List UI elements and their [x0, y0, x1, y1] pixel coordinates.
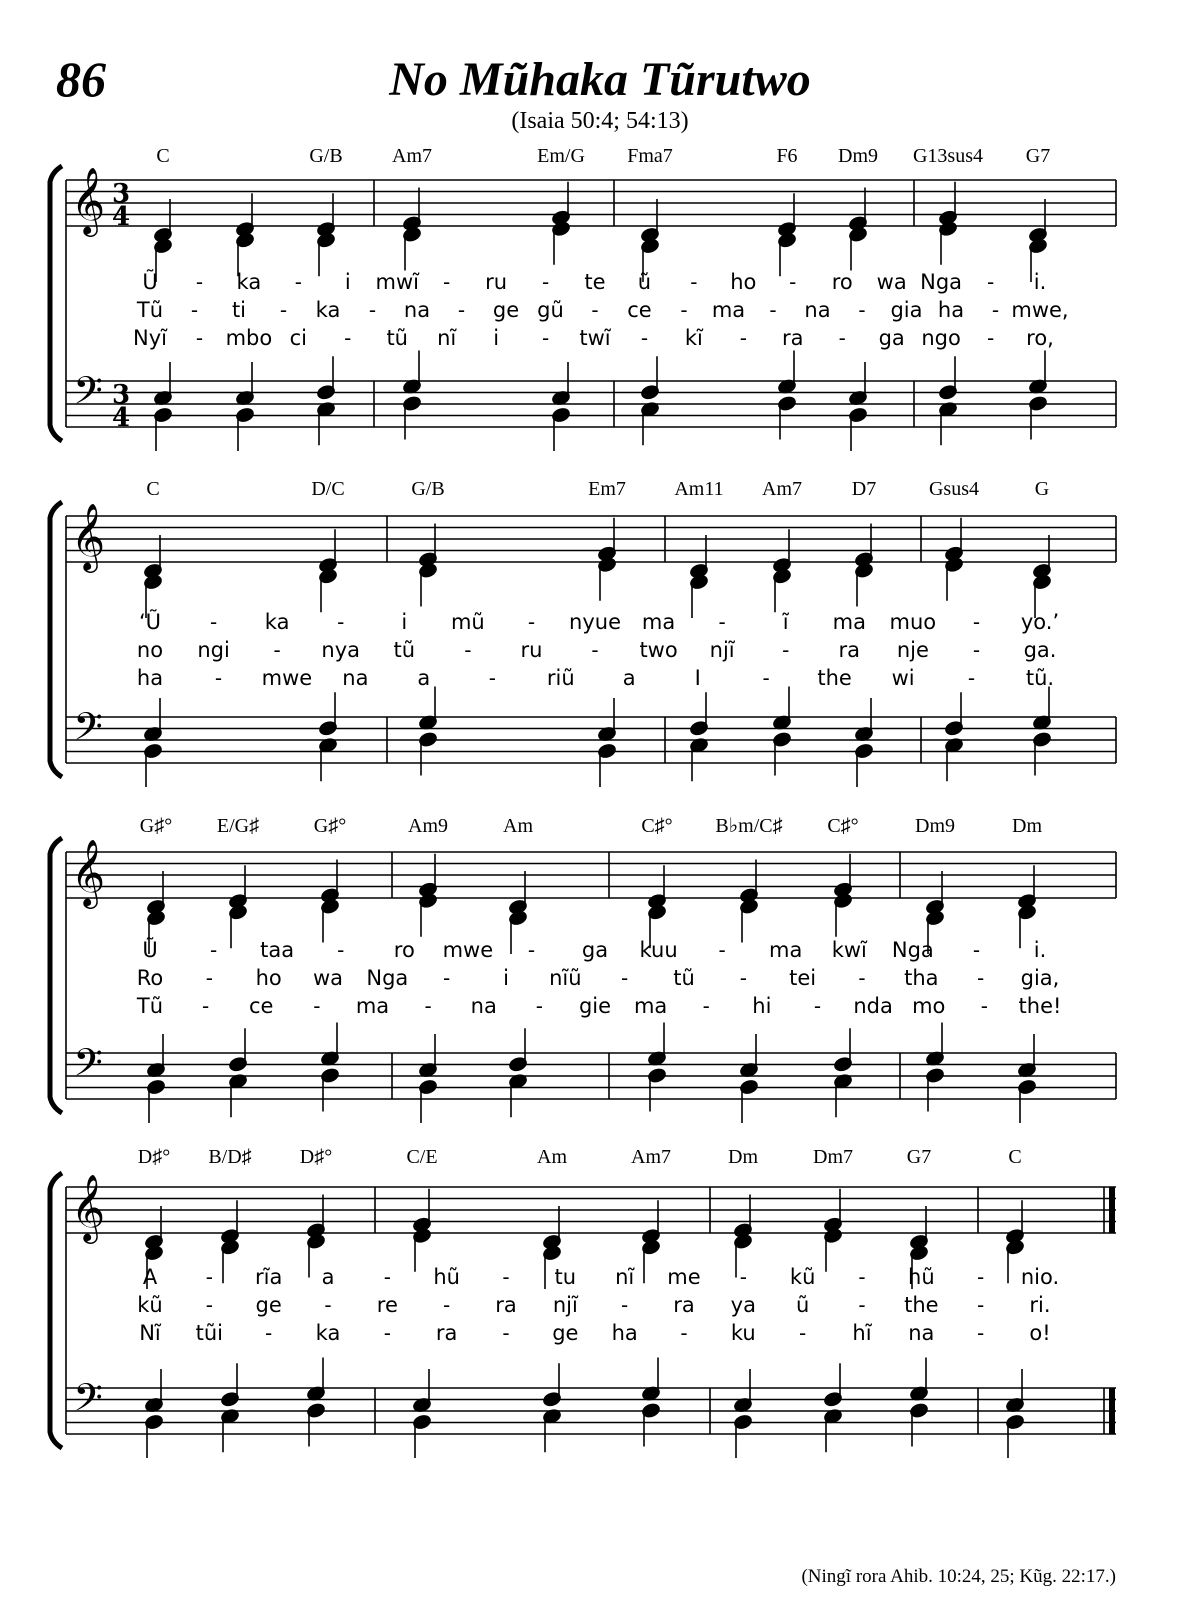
syllable-hyphen: -	[265, 1321, 273, 1345]
syllable-hyphen: -	[195, 270, 204, 294]
syllable-hyphen: -	[383, 1321, 391, 1345]
syllable-hyphen: -	[769, 298, 777, 322]
syllable-hyphen: -	[621, 966, 629, 990]
bass-clef-icon: 𝄢	[73, 1375, 103, 1429]
chord-symbol: C/E	[406, 1146, 438, 1168]
lyric-syllable: hũ	[908, 1265, 935, 1289]
syllable-hyphen: -	[313, 994, 321, 1018]
lyric-syllable: ka	[264, 610, 290, 634]
syllable-hyphen: -	[838, 326, 846, 350]
lyric-syllable: mwe	[261, 666, 313, 690]
time-signature-top: 3	[111, 179, 131, 209]
lyric-syllable: i	[493, 326, 500, 350]
lyric-syllable: ngi	[197, 638, 230, 662]
syllable-hyphen: -	[739, 966, 747, 990]
lyric-syllable: Nga	[891, 938, 934, 962]
lyric-syllable: tũ.	[1025, 666, 1055, 690]
chord-symbol: B/D♯	[208, 1146, 252, 1168]
syllable-hyphen: -	[858, 298, 866, 322]
lyric-syllable: Nĩ	[139, 1321, 161, 1345]
lyric-syllable: wa	[312, 966, 344, 990]
lyric-syllable: kĩ	[684, 326, 703, 350]
treble-clef-icon: 𝄞	[70, 1173, 106, 1241]
chord-symbol: C♯°	[641, 815, 673, 837]
lyric-syllable: ho	[255, 966, 282, 990]
syllable-hyphen: -	[739, 326, 747, 350]
lyric-syllable: o!	[1029, 1321, 1051, 1345]
time-signature-bottom: 4	[111, 403, 131, 433]
lyric-syllable: gie	[578, 994, 612, 1018]
lyric-syllable: Nyĩ	[133, 326, 167, 350]
lyric-syllable: kũ	[137, 1293, 163, 1317]
lyric-syllable: nĩ	[615, 1265, 635, 1289]
lyric-syllable: nio.	[1020, 1265, 1060, 1289]
syllable-hyphen: -	[799, 1321, 807, 1345]
lyric-syllable: ge	[255, 1293, 282, 1317]
syllable-hyphen: -	[214, 666, 223, 690]
lyric-syllable: ro	[393, 938, 415, 962]
syllable-hyphen: -	[502, 1265, 510, 1289]
lyric-syllable: tei	[789, 966, 817, 990]
chord-symbol: G/B	[411, 478, 445, 500]
footnote: (Ningĩ rora Ahib. 10:24, 25; Kũg. 22:17.)	[801, 1566, 1116, 1587]
lyric-syllable: ha	[136, 666, 164, 690]
syllable-hyphen: -	[464, 638, 472, 662]
syllable-hyphen: -	[279, 298, 288, 322]
lyric-syllable: Tũ	[136, 994, 164, 1018]
syllable-hyphen: -	[858, 1265, 866, 1289]
lyric-syllable: kwĩ	[831, 938, 867, 962]
syllable-hyphen: -	[205, 966, 213, 990]
syllable-hyphen: -	[991, 298, 1000, 322]
lyric-syllable: ma	[832, 610, 866, 634]
lyric-syllable: ga.	[1023, 638, 1057, 662]
lyric-syllable: a	[622, 666, 636, 690]
chord-symbol: G7	[906, 1146, 932, 1168]
chord-symbol: Am	[503, 815, 533, 837]
syllable-hyphen: -	[972, 938, 981, 962]
chord-symbol: Dm9	[915, 815, 955, 837]
chord-symbol: D♯°	[137, 1146, 171, 1168]
syllable-hyphen: -	[205, 1265, 213, 1289]
syllable-hyphen: -	[502, 1321, 510, 1345]
chord-symbol: E/G♯	[216, 815, 260, 837]
lyric-syllable: ka	[315, 1321, 341, 1345]
lyric-syllable: ra	[673, 1293, 695, 1317]
lyric-syllable: me	[667, 1265, 701, 1289]
lyric-syllable: ra	[495, 1293, 517, 1317]
lyric-syllable: tũ	[386, 326, 408, 350]
syllable-hyphen: -	[541, 270, 550, 294]
lyric-syllable: na	[470, 994, 497, 1018]
lyric-syllable: i	[503, 966, 509, 990]
chord-symbol: Fma7	[627, 145, 673, 167]
lyric-syllable: a	[417, 666, 431, 690]
lyric-syllable: njĩ	[709, 638, 735, 662]
syllable-hyphen: -	[527, 938, 536, 962]
lyric-syllable: i	[401, 610, 408, 634]
syllable-hyphen: -	[967, 666, 976, 690]
lyric-syllable: Ũ	[142, 270, 158, 294]
syllable-hyphen: -	[762, 666, 770, 690]
syllable-hyphen: -	[591, 298, 599, 322]
treble-staff	[66, 180, 1116, 226]
chord-symbol: Am7	[392, 145, 432, 167]
syllable-hyphen: -	[680, 298, 688, 322]
lyric-syllable: a	[321, 1265, 335, 1289]
lyric-syllable: ru	[485, 270, 508, 294]
lyric-syllable: mbo	[225, 326, 273, 350]
syllable-hyphen: -	[680, 1321, 688, 1345]
chord-symbol: Dm7	[813, 1146, 853, 1168]
lyric-syllable: mwĩ	[375, 270, 419, 294]
lyric-syllable: riũ	[546, 666, 575, 690]
chord-symbol: Em/G	[537, 145, 585, 167]
lyric-syllable: ho	[730, 270, 757, 294]
syllable-hyphen: -	[789, 270, 797, 294]
treble-clef-icon: 𝄞	[70, 838, 106, 906]
lyric-syllable: ge	[492, 298, 520, 322]
lyric-syllable: yo.’	[1020, 610, 1060, 634]
syllable-hyphen: -	[368, 298, 377, 322]
lyric-syllable: ka	[315, 298, 341, 322]
lyric-syllable: gũ	[537, 298, 564, 322]
syllable-hyphen: -	[202, 994, 210, 1018]
lyric-syllable: tũ	[393, 638, 416, 662]
syllable-hyphen: -	[443, 1293, 451, 1317]
chord-symbol: Em7	[588, 478, 626, 500]
hymn-number: 86	[56, 51, 106, 107]
syllable-hyphen: -	[591, 638, 599, 662]
lyric-syllable: mũ	[450, 610, 485, 634]
chord-symbol: Dm9	[838, 145, 878, 167]
syllable-hyphen: -	[782, 638, 790, 662]
lyric-syllable: no	[136, 638, 164, 662]
system-bracket	[50, 1173, 62, 1448]
chord-symbol: Am11	[674, 478, 724, 500]
syllable-hyphen: -	[337, 938, 345, 962]
chord-symbol: G13sus4	[912, 145, 984, 167]
lyric-syllable: rĩa	[254, 1265, 283, 1289]
lyric-syllable: nĩ	[437, 326, 457, 350]
chord-symbol: C	[146, 478, 160, 500]
lyric-syllable: hĩ	[852, 1321, 872, 1345]
syllable-hyphen: -	[980, 994, 988, 1018]
lyric-syllable: ku	[730, 1321, 756, 1345]
syllable-hyphen: -	[324, 1293, 332, 1317]
lyric-syllable: ci	[289, 326, 308, 350]
lyric-syllable: Tũ	[136, 298, 164, 322]
bass-clef-icon: 𝄢	[73, 1040, 103, 1094]
syllable-hyphen: -	[640, 326, 649, 350]
lyric-syllable: I	[694, 666, 701, 690]
syllable-hyphen: -	[535, 994, 543, 1018]
lyric-syllable: tu	[554, 1265, 577, 1289]
lyric-syllable: ga	[581, 938, 609, 962]
syllable-hyphen: -	[986, 270, 995, 294]
chord-symbol: C♯°	[827, 815, 859, 837]
syllable-hyphen: -	[813, 994, 822, 1018]
time-signature-top: 3	[111, 380, 131, 410]
lyric-syllable: te	[584, 270, 606, 294]
lyric-syllable: mo	[912, 994, 946, 1018]
syllable-hyphen: -	[972, 638, 981, 662]
lyric-syllable: nda	[853, 994, 893, 1018]
hymn-title: No Mũhaka Tũrutwo	[389, 53, 811, 106]
lyric-syllable: the	[904, 1293, 939, 1317]
lyric-syllable: tũi	[195, 1321, 224, 1345]
lyric-syllable: ra	[838, 638, 861, 662]
lyric-syllable: nje	[896, 638, 929, 662]
lyric-syllable: ga	[878, 326, 905, 350]
lyric-syllable: ma	[633, 994, 668, 1018]
lyric-syllable: na	[403, 298, 431, 322]
syllable-hyphen: -	[527, 610, 536, 634]
lyric-syllable: ge	[552, 1321, 579, 1345]
lyric-syllable: ma	[355, 994, 390, 1018]
syllable-hyphen: -	[195, 326, 204, 350]
bass-staff	[66, 381, 1116, 427]
treble-staff	[66, 1187, 1116, 1233]
lyric-syllable: ma	[711, 298, 746, 322]
chord-symbol: F6	[776, 145, 798, 167]
lyric-syllable: tha	[904, 966, 939, 990]
chord-symbol: B♭m/C♯	[715, 815, 783, 837]
lyric-syllable: wi	[891, 666, 915, 690]
lyric-syllable: na	[342, 666, 369, 690]
lyric-syllable: the	[817, 666, 852, 690]
syllable-hyphen: -	[457, 298, 466, 322]
lyric-syllable: ya	[730, 1293, 756, 1317]
chord-symbol: D7	[851, 478, 877, 500]
chord-symbol: Am7	[762, 478, 802, 500]
lyric-syllable: Nga	[920, 270, 963, 294]
syllable-hyphen: -	[986, 326, 995, 350]
lyric-syllable: gia,	[1020, 966, 1060, 990]
lyric-syllable: nĩũ	[549, 966, 582, 990]
lyric-syllable: i	[344, 270, 351, 294]
lyric-syllable: ro,	[1026, 326, 1054, 350]
lyric-syllable: ũ	[796, 1293, 810, 1317]
chord-symbol: D/C	[311, 478, 345, 500]
lyric-syllable: twĩ	[579, 326, 611, 350]
system-bracket	[50, 166, 62, 441]
lyric-syllable: ngo	[921, 326, 961, 350]
lyric-syllable: taa	[260, 938, 295, 962]
syllable-hyphen: -	[383, 1265, 391, 1289]
bass-clef-icon: 𝄢	[73, 704, 103, 758]
lyric-syllable: mwe,	[1011, 298, 1069, 322]
chord-symbol: Dm	[1012, 815, 1042, 837]
chord-symbol: Am9	[408, 815, 448, 837]
lyric-syllable: muo	[889, 610, 937, 634]
syllable-hyphen: -	[424, 994, 432, 1018]
syllable-hyphen: -	[294, 270, 302, 294]
lyric-syllable: wa	[876, 270, 907, 294]
lyric-syllable: njĩ	[552, 1293, 578, 1317]
syllable-hyphen: -	[443, 966, 451, 990]
syllable-hyphen: -	[690, 270, 698, 294]
chord-symbol: G/B	[309, 145, 343, 167]
time-signature-bottom: 4	[111, 202, 131, 232]
lyric-syllable: hũ	[433, 1265, 460, 1289]
treble-staff	[66, 852, 1116, 898]
lyric-syllable: ti	[231, 298, 247, 322]
bass-clef-icon: 𝄢	[73, 368, 103, 422]
lyric-syllable: ũ	[637, 270, 652, 294]
chord-symbol: G♯°	[313, 815, 347, 837]
syllable-hyphen: -	[977, 1265, 985, 1289]
lyric-syllable: i.	[1033, 938, 1047, 962]
lyric-syllable: gia	[890, 298, 923, 322]
chord-symbol: G	[1034, 478, 1050, 500]
treble-clef-icon: 𝄞	[70, 502, 106, 570]
chord-symbol: G7	[1025, 145, 1051, 167]
lyric-syllable: ha	[937, 298, 965, 322]
syllable-hyphen: -	[718, 610, 726, 634]
lyric-syllable: ĩ	[782, 610, 789, 634]
syllable-hyphen: -	[858, 1293, 866, 1317]
lyric-syllable: A	[142, 1265, 158, 1289]
syllable-hyphen: -	[858, 966, 866, 990]
lyric-syllable: tũ	[673, 966, 695, 990]
treble-clef-icon: 𝄞	[70, 166, 106, 234]
lyric-syllable: ra	[782, 326, 804, 350]
syllable-hyphen: -	[977, 1293, 985, 1317]
syllable-hyphen: -	[273, 638, 281, 662]
lyric-syllable: nya	[321, 638, 361, 662]
lyric-syllable: mwe	[442, 938, 494, 962]
lyric-syllable: Nga	[366, 966, 409, 990]
syllable-hyphen: -	[541, 326, 550, 350]
syllable-hyphen: -	[977, 966, 985, 990]
chord-symbol: C	[1008, 1146, 1022, 1168]
lyric-syllable: na	[908, 1321, 935, 1345]
chord-symbol: Dm	[728, 1146, 758, 1168]
lyric-syllable: ka	[236, 270, 262, 294]
lyric-syllable: ce	[627, 298, 652, 322]
lyric-syllable: ma	[769, 938, 803, 962]
chord-symbol: C	[156, 145, 170, 167]
lyric-syllable: ra	[435, 1321, 458, 1345]
lyric-syllable: two	[639, 638, 678, 662]
syllable-hyphen: -	[718, 938, 726, 962]
lyric-syllable: ha	[611, 1321, 638, 1345]
syllable-hyphen: -	[190, 298, 199, 322]
lyric-syllable: kuu	[639, 938, 678, 962]
lyric-syllable: ‘Ũ	[138, 610, 162, 634]
lyric-syllable: Ro	[136, 966, 164, 990]
syllable-hyphen: -	[344, 326, 352, 350]
syllable-hyphen: -	[205, 1293, 213, 1317]
scripture-reference: (Isaia 50:4; 54:13)	[511, 108, 689, 134]
lyric-syllable: ro	[831, 270, 853, 294]
lyric-syllable: ru	[520, 638, 543, 662]
chord-symbol: D♯°	[299, 1146, 333, 1168]
syllable-hyphen: -	[488, 666, 496, 690]
lyric-syllable: hi	[752, 994, 772, 1018]
syllable-hyphen: -	[621, 1293, 629, 1317]
syllable-hyphen: -	[209, 610, 218, 634]
chord-symbol: Am7	[631, 1146, 671, 1168]
syllable-hyphen: -	[443, 270, 451, 294]
lyric-syllable: i.	[1033, 270, 1047, 294]
lyric-syllable: ce	[249, 994, 274, 1018]
lyric-syllable: the!	[1018, 994, 1062, 1018]
chord-symbol: G♯°	[139, 815, 173, 837]
lyric-syllable: Ũ	[142, 938, 158, 962]
lyric-syllable: ma	[641, 610, 676, 634]
lyric-syllable: kũ	[789, 1265, 816, 1289]
system-bracket	[50, 838, 62, 1113]
syllable-hyphen: -	[702, 994, 710, 1018]
lyric-syllable: na	[804, 298, 831, 322]
lyric-syllable: re	[376, 1293, 398, 1317]
syllable-hyphen: -	[739, 1265, 747, 1289]
chord-symbol: Gsus4	[928, 478, 980, 500]
syllable-hyphen: -	[209, 938, 218, 962]
system-bracket	[50, 502, 62, 777]
bass-staff	[66, 1053, 1116, 1099]
chord-symbol: Am	[537, 1146, 567, 1168]
syllable-hyphen: -	[977, 1321, 985, 1345]
syllable-hyphen: -	[972, 610, 981, 634]
syllable-hyphen: -	[337, 610, 345, 634]
lyric-syllable: nyue	[569, 610, 621, 634]
lyric-syllable: ri.	[1029, 1293, 1051, 1317]
